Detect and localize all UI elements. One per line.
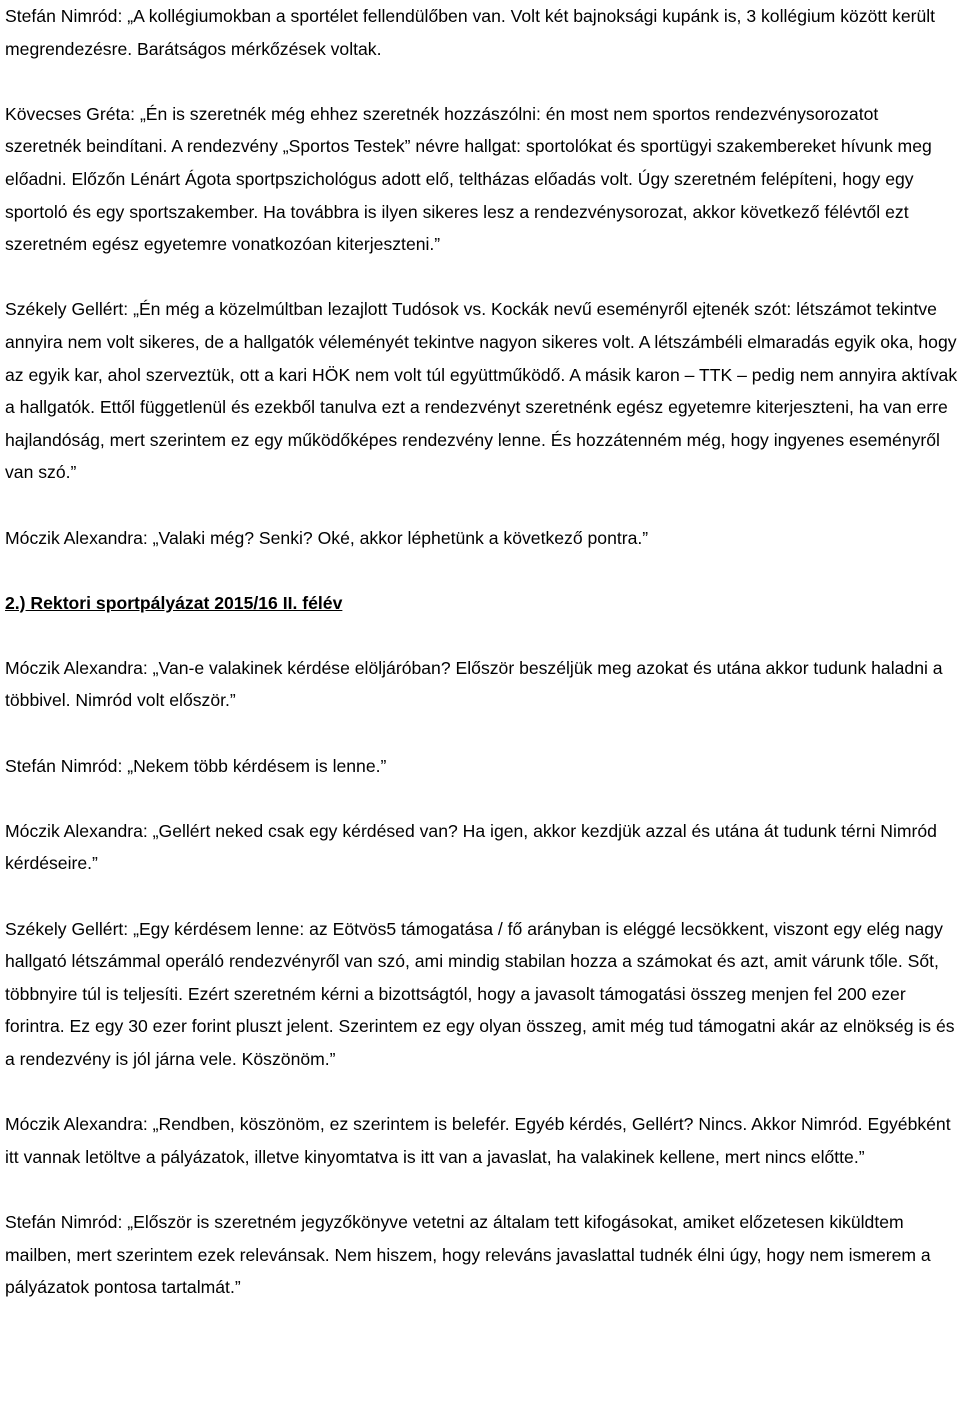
paragraph-moczik-1: Móczik Alexandra: „Valaki még? Senki? Oké, akkor léphetünk a következő pontra.”	[5, 527, 649, 548]
paragraph-stefan-2: Stefán Nimród: „Nekem több kérdésem is lenne.”	[5, 755, 387, 776]
paragraph-moczik-3: Móczik Alexandra: „Gellért neked csak egy kérdésed van? Ha igen, akkor kezdjük azzal és utána át tudunk térni Nimród kérdéseire.”	[5, 820, 937, 874]
paragraph-stefan-3: Stefán Nimród: „Először is szeretném jegyzőkönyve vetetni az általam tett kifogásokat, amiket előzetesen kiküldtem mailben, mert szerintem ezek relevánsak. Nem hiszem, hogy releváns javaslattal tudnék élni úgy, hogy nem ismerem a pályázatok pontosa tartalmát.”	[5, 1211, 931, 1298]
paragraph-moczik-4: Móczik Alexandra: „Rendben, köszönöm, ez szerintem is belefér. Egyéb kérdés, Gellért? Nincs. Akkor Nimród. Egyébként itt vannak letöltve a pályázatok, illetve kinyomtatva is itt van a javaslat, ha valakinek kellene, mert nincs előtte.”	[5, 1114, 951, 1167]
paragraph-szekely-2: Székely Gellért: „Egy kérdésem lenne: az Eötvös5 támogatása / fő arányban is eléggé lecsökkent, viszont egy elég nagy hallgató létszámmal operáló rendezvényről van szó, ami mindig stabilan hozza a számokat és azt, amit várunk tőle. Sőt, többnyire túl is teljesíti. Ezért szeretném kérni a bizottságtól, hogy a javasolt támogatási összeg menjen fel 200 ezer forintra. Ez egy 30 ezer forint pluszt jelent. Szerintem ez egy olyan összeg, amit még tud támogatni akár az elnökség is és a rendezvény is jól járna vele. Köszönöm.”	[5, 918, 955, 1069]
paragraph-kovecses: Kövecses Gréta: „Én is szeretnék még ehhez szeretnék hozzászólni: én most nem sportos rendezvénysorozatot szeretnék beindítani. A rendezvény „Sportos Testek” névre hallgat: sportolókat és sportügyi szakembereket hívunk meg előadni. Előzőn Lénárt Ágota sportpszichológus adott elő, teltházas előadás volt. Úgy szeretném felépíteni, hogy egy sportoló és egy sportszakember. Ha továbbra is ilyen sikeres lesz a rendezvénysorozat, akkor következő félévtől ezt szeretném egész egyetemre vonatkozóan kiterjeszteni.”	[5, 103, 932, 255]
paragraph-stefan-1: Stefán Nimród: „A kollégiumokban a sportélet fellendülőben van. Volt két bajnoksági kupánk is, 3 kollégium között került megrendezésre. Barátságos mérkőzések voltak.	[5, 6, 936, 59]
paragraph-szekely-1: Székely Gellért: „Én még a közelmúltban lezajlott Tudósok vs. Kockák nevű eseményről ejtenék szót: létszámot tekintve annyira nem volt sikeres, de a hallgatók véleményét tekintve nagyon sikeres volt. A létszámbéli elmaradás egyik oka, hogy az egyik kar, ahol szerveztük, ott a kari HÖK nem volt túl együttműködő. A másik karon – TTK – pedig nem annyira aktívak a hallgatók. Ettől függetlenül és ezekből tanulva ezt a rendezvényt szeretnénk egész egyetemre kiterjeszteni, ha van erre hajlandóság, mert szerintem ez egy működőképes rendezvény lenne. És hozzátenném még, hogy ingyenes eseményről van szó.”	[5, 299, 958, 483]
document-page	[5, 0, 958, 1304]
section-heading: 2.) Rektori sportpályázat 2015/16 II. félév	[5, 592, 343, 613]
paragraph-moczik-2: Móczik Alexandra: „Van-e valakinek kérdése elöljáróban? Először beszéljük meg azokat és utána akkor tudunk haladni a többivel. Nimród volt először.”	[5, 657, 943, 711]
